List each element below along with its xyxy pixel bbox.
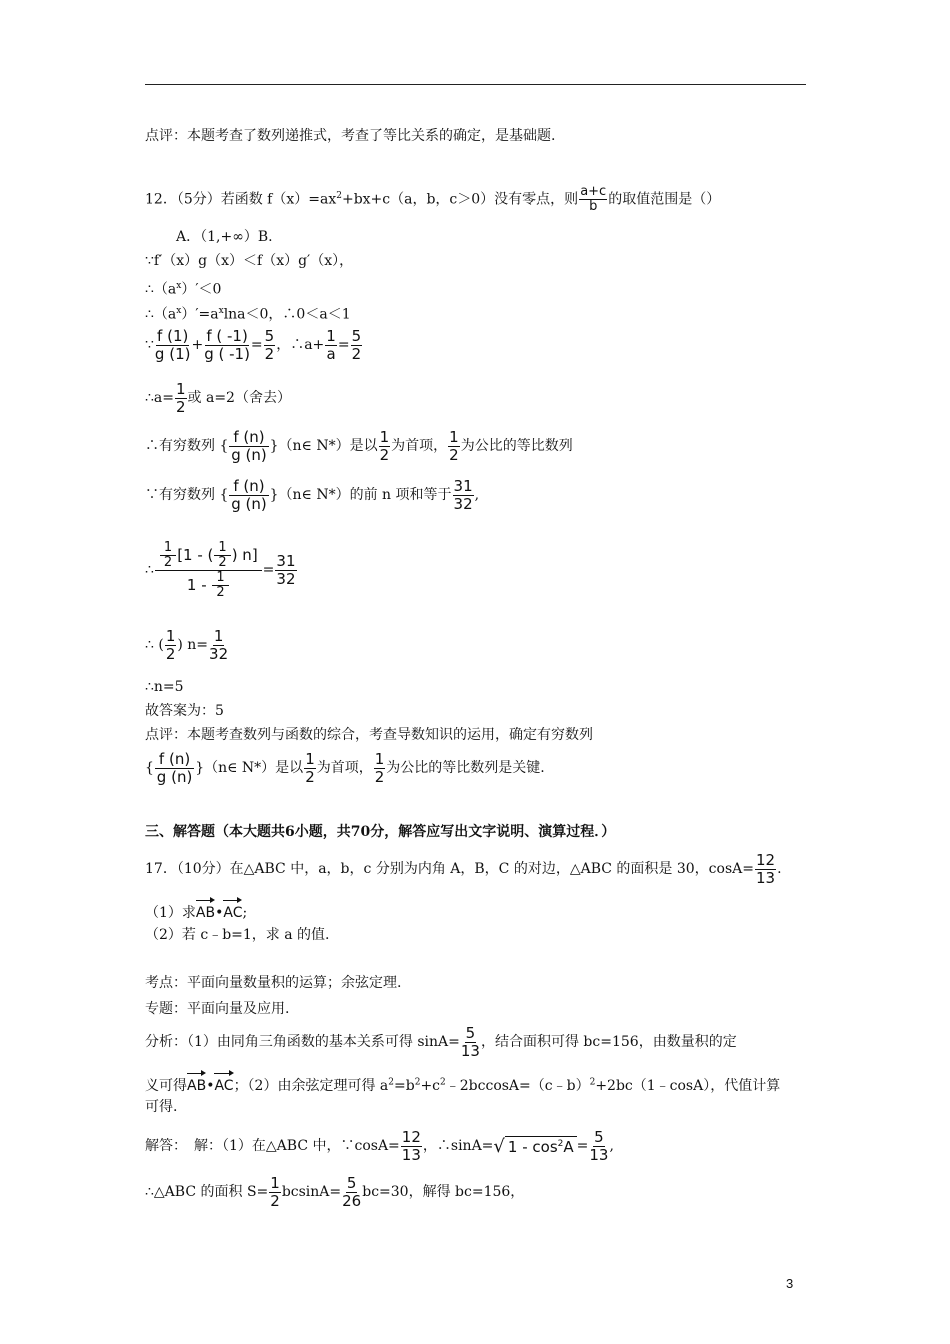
- l10-fn: f (n): [229, 478, 268, 496]
- l16-pre: {: [145, 760, 154, 776]
- fenxi2-e: +2bc（1﹣cosA），代值计算: [595, 1078, 781, 1094]
- sqrt-sign: √: [493, 1136, 505, 1157]
- l09-frac: [229, 429, 268, 464]
- line-therefore-2: [145, 301, 351, 325]
- l12-rd: 32: [209, 644, 229, 663]
- vector-ac: AC: [223, 898, 242, 923]
- fenxi1-pre: 分析：（1）由同角三角函数的基本关系可得 sinA=: [145, 1034, 460, 1050]
- l07-f4d: a: [326, 344, 336, 363]
- jieda1-frac2: [589, 1129, 608, 1164]
- jieda2-f2n: 5: [346, 1173, 357, 1192]
- vector-ac-2: AC: [214, 1071, 233, 1096]
- l09-f2d: 2: [379, 445, 390, 464]
- l10-pre: ∵有穷数列 {: [145, 487, 229, 503]
- line-sum-formula: [145, 530, 298, 610]
- fenxi2-sup1: 2: [388, 1077, 395, 1088]
- l11-numerator: [155, 541, 262, 571]
- analysis-line-3: 可得.: [145, 1099, 178, 1115]
- page-number: 3: [786, 1276, 794, 1291]
- fenxi2-d: ﹣2bccosA=（c﹣b）: [445, 1078, 590, 1094]
- l07-eq2: =: [337, 337, 350, 353]
- kaodian: 考点：平面向量数量积的运算；余弦定理.: [145, 975, 402, 991]
- l10-fd: g (n): [231, 494, 267, 513]
- l11-num-c: [1 - (: [177, 545, 214, 564]
- l06-a: ∴（a: [145, 306, 177, 323]
- l11-den-frac: [212, 571, 228, 600]
- fenxi2-sup3: 2: [440, 1077, 446, 1088]
- solution-line-1: [145, 1124, 614, 1168]
- fenxi1-fd: 13: [460, 1041, 480, 1060]
- line-therefore-1: [145, 276, 221, 300]
- fenxi2-a: ；（2）由余弦定理可得 a: [233, 1078, 389, 1094]
- l07-f4n: 1: [326, 326, 336, 345]
- l07-f1d: g (1): [154, 344, 191, 363]
- q12-sup: 2: [336, 190, 342, 201]
- fenxi2-c: +c: [420, 1078, 441, 1094]
- fenxi2-sup2: 2: [414, 1077, 421, 1088]
- q17-fd: 13: [755, 868, 776, 887]
- l11-den-a: 1 -: [186, 575, 212, 594]
- l16-frac: [155, 751, 194, 786]
- l07-frac3: [264, 328, 276, 363]
- q12-frac-den: b: [589, 199, 598, 214]
- l12-pre: ∴ (: [145, 637, 164, 653]
- q12-fraction: [579, 185, 607, 214]
- l07-eq: =: [250, 337, 263, 353]
- q17-1-post: ;: [242, 905, 248, 921]
- l16-fn: f (n): [155, 751, 194, 769]
- q17-1-dot: •: [215, 905, 224, 921]
- header-rule: [145, 84, 806, 85]
- l05-b: ）′＜0: [181, 281, 222, 298]
- l07-f5d: 2: [351, 344, 362, 363]
- l12-frac2: [209, 628, 228, 663]
- l12-mid: ) n=: [177, 637, 209, 653]
- l08-fd: 2: [175, 397, 186, 416]
- question-17-part2: （2）若 c﹣b=1，求 a 的值.: [145, 927, 330, 943]
- jieda2-fn: 1: [270, 1173, 280, 1192]
- l16-fd: g (n): [156, 767, 193, 786]
- l10-frac: [229, 478, 268, 513]
- l11-den-b: 1: [212, 571, 228, 586]
- q17-fn: 12: [755, 850, 776, 869]
- l11-pre: ∴: [145, 562, 154, 578]
- l09-f2n: 1: [379, 427, 390, 446]
- l16-f3n: 1: [374, 749, 385, 768]
- l07-mid: ，∴a+: [276, 337, 325, 353]
- l06-sup1: x: [176, 306, 182, 316]
- l11-num-d: 1: [214, 541, 230, 556]
- fenxi2-b: =b: [394, 1078, 415, 1094]
- q12-frac-num: a+c: [580, 184, 607, 199]
- question-17-part1: [145, 898, 247, 923]
- l05-a: ∴（a: [145, 281, 177, 298]
- l11-rn: 31: [276, 551, 296, 570]
- l08-frac: [175, 381, 187, 416]
- solution-line-2: [145, 1173, 524, 1211]
- l09-mid: }（n∈ N*）是以: [269, 438, 378, 454]
- l11-num-b: 2: [163, 554, 173, 570]
- l16-frac2: [304, 751, 316, 786]
- jieda2-frac2: [342, 1175, 361, 1210]
- l16-f2n: 1: [305, 749, 315, 768]
- fenxi1-fn: 5: [465, 1023, 476, 1042]
- l16-mid2: 为首项，: [316, 760, 373, 776]
- l05-sup: x: [176, 281, 182, 291]
- l11-result: [275, 553, 296, 588]
- l07-f2n: f ( -1): [206, 326, 248, 345]
- question-17: [145, 850, 782, 888]
- line-comment-2: 点评：本题考查数列与函数的综合，考查导数知识的运用，确定有穷数列: [145, 727, 593, 743]
- l12-fd: 2: [165, 644, 176, 663]
- l10-post: ,: [474, 487, 480, 503]
- q12-prefix: 12．（5分）若函数 f（x）=ax: [145, 191, 337, 208]
- l12-fn: 1: [165, 626, 176, 645]
- l12-rn: 1: [213, 626, 224, 645]
- l16-post: 为公比的等比数列是关键.: [386, 760, 545, 776]
- l09-fn: f (n): [229, 429, 268, 447]
- l08-pre: ∴a=: [145, 390, 174, 406]
- l16-f2d: 2: [305, 767, 315, 786]
- section-3-title: 三、解答题（本大题共6小题，共70分，解答应写出文字说明、演算过程．）: [145, 824, 616, 840]
- l09-frac2: [379, 429, 391, 464]
- l09-f3d: 2: [449, 445, 459, 464]
- analysis-line-1: [145, 1023, 737, 1061]
- jieda1-fn: 12: [401, 1127, 421, 1146]
- jieda1-root2: A: [563, 1138, 574, 1156]
- l07-f3n: 5: [264, 326, 275, 345]
- l09-frac3: [448, 429, 460, 464]
- l06-sup2: x: [218, 306, 224, 316]
- l11-num-e: 2: [218, 554, 227, 570]
- jieda2-f2d: 26: [342, 1191, 362, 1210]
- l16-f3d: 2: [374, 767, 385, 786]
- l12-frac: [165, 628, 177, 663]
- jieda2-fd: 2: [270, 1191, 280, 1210]
- vector-ab-2: AB: [187, 1071, 206, 1096]
- l07-f3d: 2: [264, 344, 275, 363]
- jieda2-post: bc=30，解得 bc=156，: [362, 1184, 525, 1200]
- line-power-half: [145, 627, 229, 663]
- jieda1-rootsup: 2: [557, 1139, 564, 1149]
- l11-den-c: 2: [216, 584, 225, 600]
- jieda1-mid: ，∴sinA=: [422, 1138, 494, 1154]
- l10-f2d: 32: [453, 494, 473, 513]
- line-fraction-sum: [145, 327, 363, 363]
- analysis-line-2: [145, 1071, 780, 1096]
- fenxi1-frac: [461, 1025, 480, 1060]
- l11-big-fraction: [155, 541, 262, 600]
- fenxi2-dot: •: [206, 1078, 215, 1094]
- fenxi2-pre: 义可得: [145, 1078, 187, 1094]
- jieda1-frac: [401, 1129, 422, 1164]
- jieda1-root: 1 - cos: [507, 1138, 558, 1156]
- vector-ab: AB: [196, 898, 215, 923]
- l07-frac2: [204, 328, 250, 363]
- jieda1-eq: =: [576, 1138, 589, 1154]
- sqrt-radicand: [505, 1136, 577, 1156]
- l09-f3n: 1: [449, 427, 459, 446]
- line-sum-equals: [145, 477, 479, 513]
- l11-denominator: [187, 571, 230, 600]
- line-comment-2b: [145, 748, 545, 788]
- l10-f2n: 31: [453, 476, 473, 495]
- jieda1-f2d: 13: [589, 1145, 609, 1164]
- jieda1-pre: 解答： 解：（1）在△ABC 中，∵cosA=: [145, 1138, 400, 1154]
- q12-suffix: 的取值范围是（）: [608, 191, 721, 208]
- l09-pre: ∴有穷数列 {: [145, 438, 229, 454]
- l07-f5n: 5: [351, 326, 362, 345]
- jieda1-f2n: 5: [594, 1127, 604, 1146]
- l07-pre: ∵: [145, 337, 154, 353]
- fenxi1-post: ，结合面积可得 bc=156，由数量积的定: [480, 1034, 737, 1050]
- jieda2-pre: ∴△ABC 的面积 S=: [145, 1184, 269, 1200]
- line-n-value: ∴n=5: [145, 679, 184, 695]
- l10-frac2: [453, 478, 474, 513]
- l11-num-inner: [214, 541, 230, 570]
- l11-num-half: [160, 541, 176, 570]
- q17-post: .: [777, 861, 782, 877]
- l07-frac5: [351, 328, 363, 363]
- l08-post: 或 a=2（舍去）: [187, 390, 291, 406]
- line-a-value: [145, 380, 291, 416]
- l09-mid2: 为首项，: [391, 438, 448, 454]
- l07-f2d: g ( -1): [204, 344, 250, 363]
- jieda2-mid: bcsinA=: [281, 1184, 342, 1200]
- l16-frac3: [374, 751, 386, 786]
- q17-frac: [755, 852, 776, 887]
- question-12: [145, 185, 720, 214]
- l09-post: 为公比的等比数列: [460, 438, 573, 454]
- l11-num-f: ) n]: [231, 545, 258, 564]
- q17-1-pre: （1）求: [145, 905, 196, 921]
- jieda2-frac: [269, 1175, 281, 1210]
- l07-frac1: [155, 328, 191, 363]
- line-answer: 故答案为：5: [145, 703, 224, 719]
- l11-num-a: 1: [160, 541, 176, 556]
- l06-c: lna＜0，∴0＜a＜1: [223, 306, 351, 323]
- sqrt-expression: [493, 1124, 576, 1168]
- l07-f1n: f (1): [157, 326, 189, 345]
- q12-option-a: A．（1,+∞）B.: [176, 229, 273, 245]
- zhuanti: 专题：平面向量及应用.: [145, 1001, 290, 1017]
- l06-b: ）′=a: [181, 306, 219, 323]
- l11-rd: 32: [276, 569, 296, 588]
- l07-plus: +: [191, 337, 204, 353]
- line-because-1: ∵f′（x）g（x）＜f（x）g′（x），: [145, 253, 354, 269]
- l16-mid: }（n∈ N*）是以: [195, 760, 304, 776]
- l07-frac4: [325, 328, 337, 363]
- l10-mid: }（n∈ N*）的前 n 项和等于: [269, 487, 452, 503]
- l09-fd: g (n): [231, 445, 267, 464]
- line-geometric-seq: [145, 428, 573, 464]
- l11-eq: =: [262, 562, 275, 578]
- q17-pre: 17．（10分）在△ABC 中，a，b，c 分别为内角 A，B，C 的对边，△ABC 的面积是 30，cosA=: [145, 861, 754, 877]
- q12-mid: +bx+c（a，b，c＞0）没有零点，则: [341, 191, 579, 208]
- fenxi2-sup4: 2: [589, 1077, 596, 1088]
- comment-line: 点评：本题考查了数列递推式，考查了等比关系的确定，是基础题.: [145, 128, 556, 144]
- jieda1-fd: 13: [401, 1145, 421, 1164]
- l08-fn: 1: [175, 379, 186, 398]
- jieda1-post: ,: [609, 1138, 614, 1154]
